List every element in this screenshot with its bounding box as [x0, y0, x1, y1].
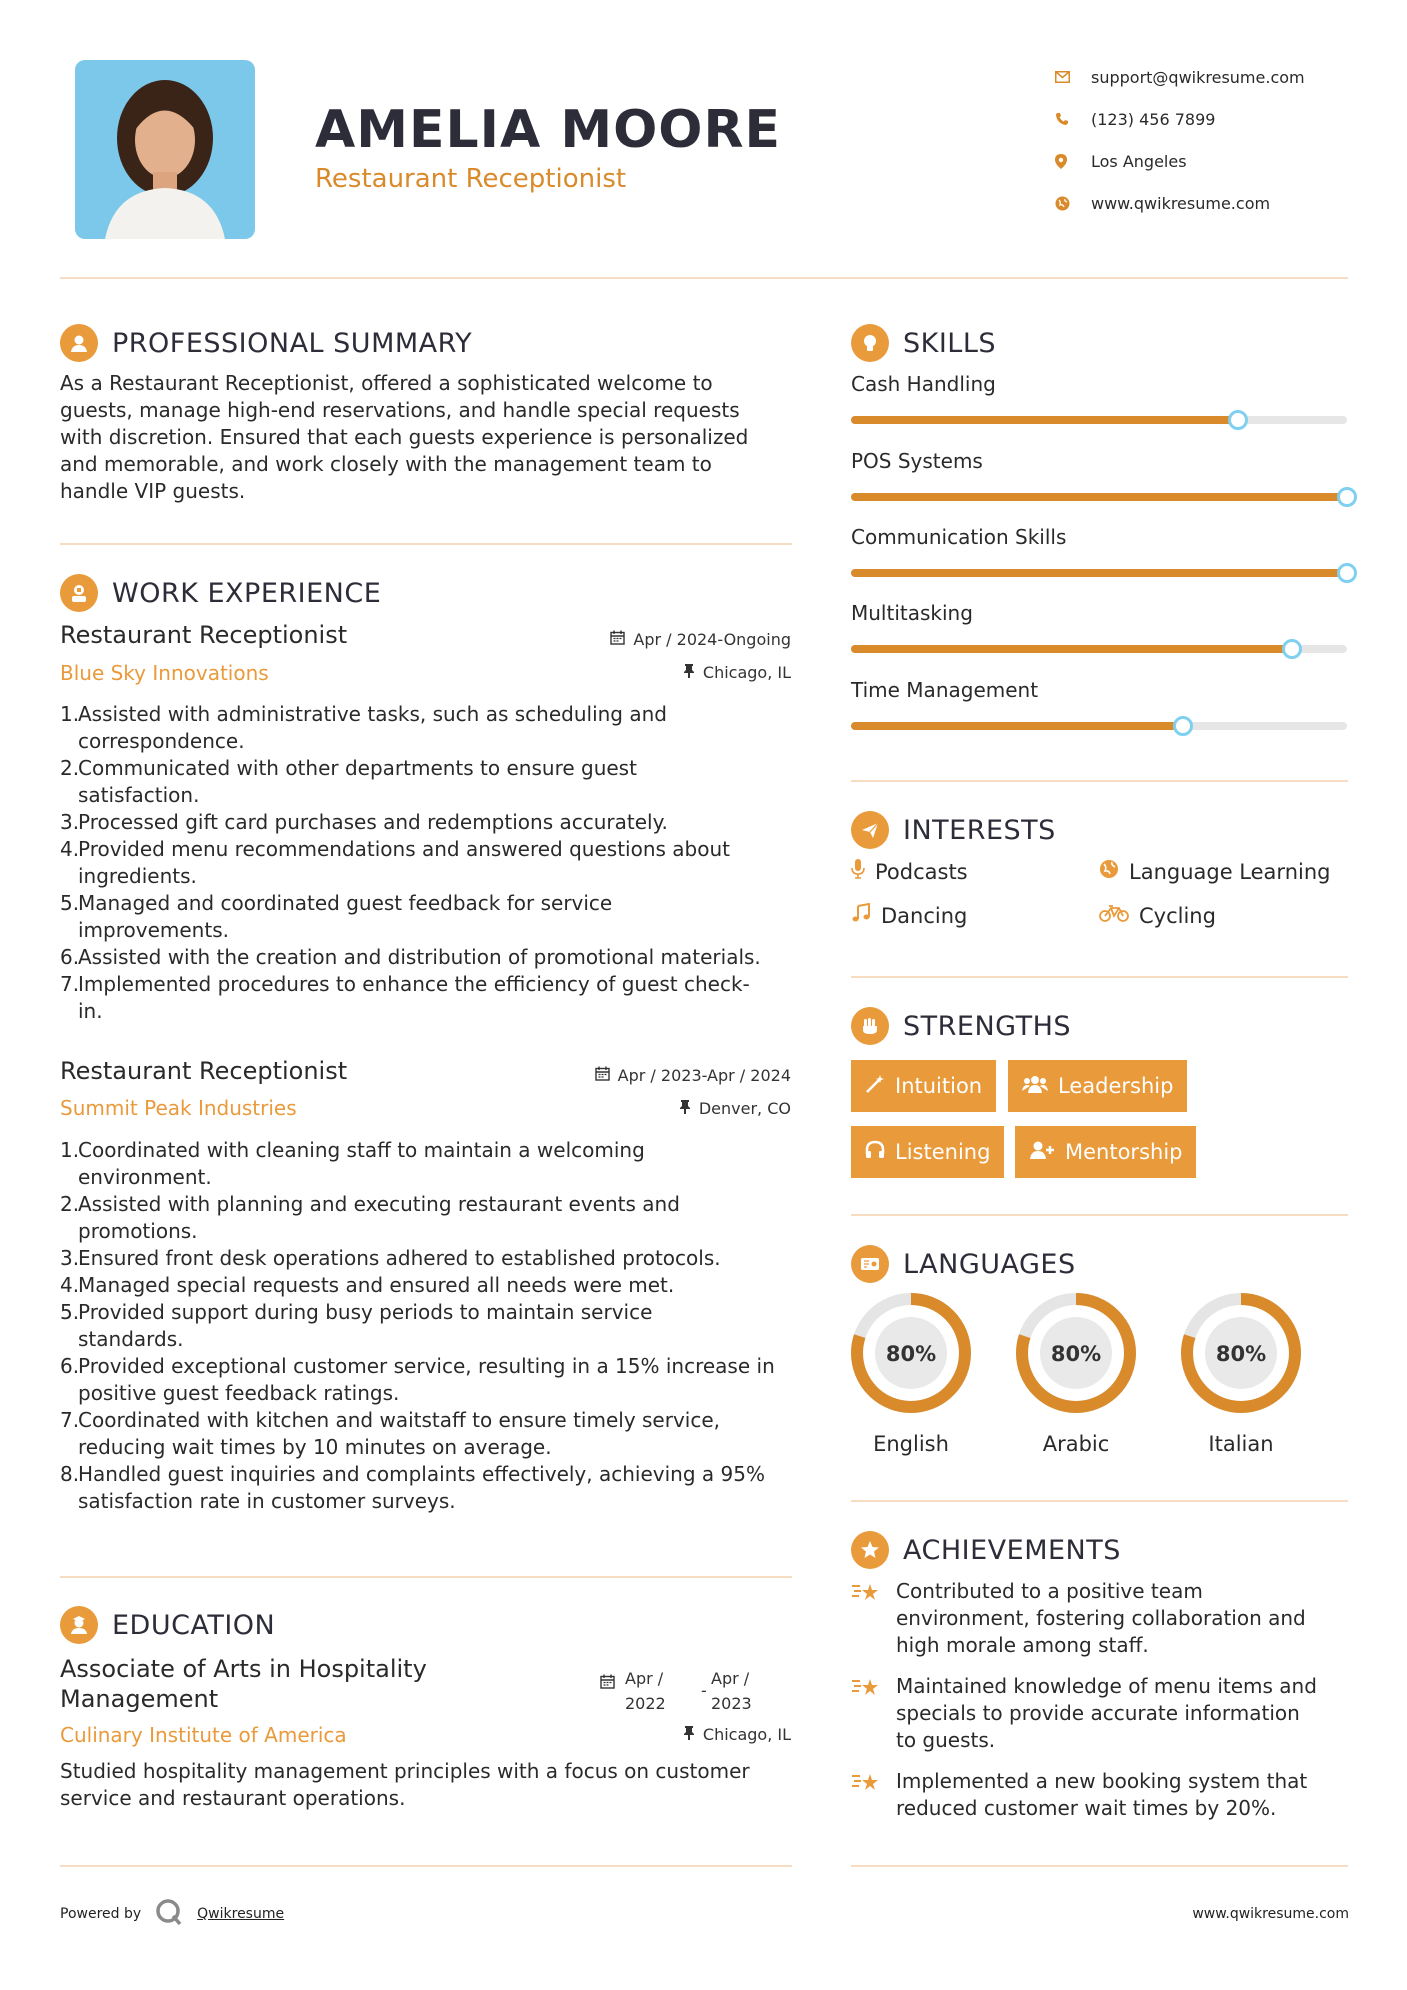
languages-heading [851, 1245, 1076, 1283]
strength-chip: Intuition [851, 1060, 996, 1112]
brand-link[interactable]: Qwikresume [197, 1906, 285, 1922]
pushpin-icon [679, 1099, 691, 1118]
skill-fill [851, 416, 1238, 424]
calendar-icon [595, 1066, 610, 1085]
language-name: Arabic [1042, 1432, 1110, 1456]
list-item: 7. Implemented procedures to enhance the efficiency of guest check- in. [60, 972, 750, 1023]
job-date [610, 630, 791, 649]
footer-powered-by [60, 1898, 284, 1930]
skills-heading [851, 324, 996, 362]
summary-line: with discretion. Ensured that each guests experience is personalized [60, 425, 749, 449]
footer-website[interactable]: www.qwikresume.com [1192, 1906, 1349, 1922]
list-item: 1. Coordinated with cleaning staff to maintain a welcoming environment. [60, 1138, 645, 1189]
calendar-icon [610, 630, 625, 649]
interests-title: INTERESTS [903, 814, 1056, 846]
music-note-icon [851, 903, 871, 928]
microphone-icon [851, 859, 865, 884]
interest-item: Dancing [851, 903, 967, 928]
company-name: Summit Peak Industries [60, 1096, 297, 1120]
envelope-icon [1055, 71, 1091, 83]
education-title: EDUCATION [112, 1609, 276, 1641]
summary-heading [60, 324, 472, 362]
strengths-title: STRENGTHS [903, 1010, 1072, 1042]
graduate-icon [60, 1606, 98, 1644]
section-divider [851, 780, 1348, 782]
strength-chip: Mentorship [1015, 1126, 1196, 1178]
language-percent: 80% [1050, 1342, 1102, 1366]
list-item: 4. Managed special requests and ensured all needs were met. [60, 1273, 675, 1297]
skill-label: Time Management [851, 678, 1039, 702]
languages-title: LANGUAGES [903, 1248, 1076, 1280]
achievement-item: Maintained knowledge of menu items and specials to provide accurate information to guests. [851, 1673, 1351, 1754]
job-date-text: Apr / 2024-Ongoing [633, 630, 791, 649]
skills-title: SKILLS [903, 327, 997, 359]
skill-bar [851, 722, 1347, 730]
achievement-item: Contributed to a positive team environment, fostering collaboration and high morale among staff. [851, 1578, 1351, 1659]
user-icon [60, 324, 98, 362]
interest-item: Cycling [1099, 903, 1216, 928]
job-date [595, 1066, 791, 1085]
school-location [683, 1725, 791, 1744]
list-item: 6. Assisted with the creation and distribution of promotional materials. [60, 945, 761, 969]
skill-bar [851, 645, 1347, 653]
section-divider [851, 1500, 1348, 1502]
language-item [848, 1290, 974, 1456]
skill-label: Cash Handling [851, 372, 996, 396]
summary-title: PROFESSIONAL SUMMARY [112, 327, 473, 359]
shooting-star-icon [851, 1768, 896, 1822]
education-description: Studied hospitality management principles with a focus on customer service and restaurant operations. [60, 1759, 750, 1810]
language-name: Italian [1208, 1432, 1274, 1456]
education-dates: Apr / 2022 - Apr / 2023 [600, 1666, 752, 1716]
paper-plane-icon [851, 811, 889, 849]
briefcase-icon [60, 574, 98, 612]
qwikresume-logo-icon [155, 1898, 183, 1930]
contact-location [1055, 140, 1355, 182]
bicycle-icon [1099, 903, 1129, 928]
contact-phone-text: (123) 456 7899 [1091, 109, 1216, 129]
list-item: 1. Assisted with administrative tasks, such as scheduling and correspondence. [60, 702, 667, 753]
job-date-text: Apr / 2023-Apr / 2024 [617, 1066, 791, 1085]
skill-knob [1337, 563, 1357, 583]
skill-knob [1228, 410, 1248, 430]
contact-website[interactable] [1055, 182, 1355, 224]
powered-by-label: Powered by [60, 1906, 142, 1922]
company-name: Blue Sky Innovations [60, 661, 269, 685]
interest-item: Language Learning [1099, 859, 1330, 884]
user-plus-icon [1029, 1140, 1055, 1165]
skill-fill [851, 722, 1183, 730]
list-item: 5. Provided support during busy periods to maintain service standards. [60, 1300, 653, 1351]
shooting-star-icon [851, 1578, 896, 1659]
skill-fill [851, 569, 1347, 577]
strength-chip: Listening [851, 1126, 1004, 1178]
job-location-text: Chicago, IL [702, 663, 791, 682]
section-divider [851, 976, 1348, 978]
language-donut [1178, 1290, 1304, 1416]
language-donut [848, 1290, 974, 1416]
skill-label: Communication Skills [851, 525, 1067, 549]
language-item [1013, 1290, 1139, 1456]
shooting-star-icon [851, 1673, 896, 1754]
school-location-text: Chicago, IL [702, 1725, 791, 1744]
job-location-text: Denver, CO [698, 1099, 791, 1118]
achievements-title: ACHIEVEMENTS [903, 1534, 1121, 1566]
skill-knob [1173, 716, 1193, 736]
school-name: Culinary Institute of America [60, 1723, 347, 1747]
list-item: 2. Assisted with planning and executing restaurant events and promotions. [60, 1192, 680, 1243]
list-item: 3. Processed gift card purchases and redemptions accurately. [60, 810, 668, 834]
fist-icon [851, 1007, 889, 1045]
summary-line: handle VIP guests. [60, 479, 246, 503]
skill-label: Multitasking [851, 601, 973, 625]
job-title: Restaurant Receptionist [60, 1057, 348, 1085]
users-icon [1022, 1074, 1048, 1099]
list-item: 8. Handled guest inquiries and complaints effectively, achieving a 95% satisfaction rate in customer surveys. [60, 1462, 765, 1513]
strength-chip: Leadership [1008, 1060, 1187, 1112]
star-badge-icon [851, 1531, 889, 1569]
language-percent: 80% [885, 1342, 937, 1366]
summary-line: As a Restaurant Receptionist, offered a sophisticated welcome to [60, 371, 713, 395]
skill-fill [851, 493, 1347, 501]
contact-email-text: support@qwikresume.com [1091, 67, 1305, 87]
interests-heading [851, 811, 1056, 849]
contact-location-text: Los Angeles [1091, 151, 1187, 171]
language-item [1178, 1290, 1304, 1456]
list-item: 3. Ensured front desk operations adhered to established protocols. [60, 1246, 721, 1270]
globe-icon [1055, 196, 1091, 211]
list-item: 2. Communicated with other departments to ensure guest satisfaction. [60, 756, 637, 807]
section-divider [851, 1865, 1348, 1867]
headphones-icon [865, 1140, 885, 1165]
job-location [683, 663, 791, 682]
pushpin-icon [683, 663, 695, 682]
phone-icon [1055, 112, 1091, 126]
summary-line: and memorable, and work closely with the management team to [60, 452, 712, 476]
pushpin-icon [683, 1725, 695, 1744]
section-divider [851, 1214, 1348, 1216]
degree-title: Associate of Arts in Hospitality Management [60, 1655, 427, 1713]
job-responsibilities [60, 1137, 800, 1515]
language-percent: 80% [1215, 1342, 1267, 1366]
section-divider [60, 543, 792, 545]
magic-wand-icon [865, 1074, 885, 1099]
summary-line: guests, manage high-end reservations, and handle special requests [60, 398, 740, 422]
list-item: 6. Provided exceptional customer service, resulting in a 15% increase in positive guest feedback ratings. [60, 1354, 775, 1405]
job-title: Restaurant Receptionist [60, 621, 348, 649]
map-pin-icon [1055, 154, 1091, 169]
section-divider [60, 1865, 792, 1867]
list-item: 7. Coordinated with kitchen and waitstaff to ensure timely service, reducing wait times by 10 minutes on average. [60, 1408, 721, 1459]
education-heading [60, 1606, 275, 1644]
achievement-item: Implemented a new booking system that reduced customer wait times by 20%. [851, 1768, 1351, 1822]
language-donut [1013, 1290, 1139, 1416]
skill-bar [851, 569, 1347, 577]
skill-bar [851, 493, 1347, 501]
globe-icon [1099, 859, 1119, 884]
language-name: English [873, 1432, 949, 1456]
job-location [679, 1099, 791, 1118]
strengths-heading [851, 1007, 1071, 1045]
experience-title: WORK EXPERIENCE [112, 577, 382, 609]
skill-knob [1282, 639, 1302, 659]
experience-heading [60, 574, 381, 612]
interest-item: Podcasts [851, 859, 968, 884]
job-responsibilities [60, 701, 800, 1025]
contact-block [1055, 56, 1355, 224]
profile-photo [75, 60, 255, 239]
id-card-icon [851, 1245, 889, 1283]
calendar-icon [600, 1674, 615, 1693]
section-divider [60, 1576, 792, 1578]
header-divider [60, 277, 1348, 279]
skill-bar [851, 416, 1347, 424]
skill-label: POS Systems [851, 449, 983, 473]
list-item: 4. Provided menu recommendations and answered questions about ingredients. [60, 837, 731, 888]
contact-email[interactable] [1055, 56, 1355, 98]
achievements-heading [851, 1531, 1121, 1569]
candidate-name: AMELIA MOORE [315, 100, 782, 160]
skill-fill [851, 645, 1292, 653]
contact-phone[interactable] [1055, 98, 1355, 140]
skill-knob [1337, 487, 1357, 507]
contact-website-text: www.qwikresume.com [1091, 193, 1271, 213]
lightbulb-icon [851, 324, 889, 362]
list-item: 5. Managed and coordinated guest feedback for service improvements. [60, 891, 613, 942]
candidate-role: Restaurant Receptionist [315, 164, 627, 194]
summary-text [60, 370, 795, 505]
